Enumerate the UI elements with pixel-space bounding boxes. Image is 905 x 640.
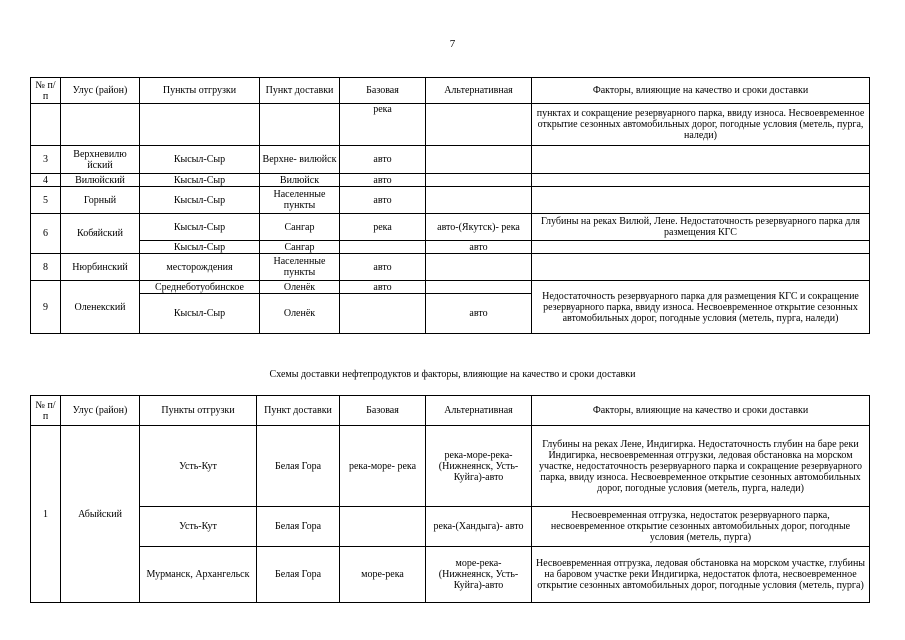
header-ulus: Улус (район)	[61, 78, 140, 104]
cell-ulus: Верхневилю йский	[61, 146, 140, 174]
table-row	[31, 547, 870, 603]
cell-dest: Белая Гора	[257, 507, 340, 547]
cell-base: авто	[340, 174, 426, 187]
header-alternative: Альтернативная	[426, 78, 532, 104]
header-ulus: Улус (район)	[61, 396, 140, 426]
cell-num: 4	[31, 174, 61, 187]
cell-alt: авто-(Якутск)- река	[426, 214, 532, 241]
table-row	[31, 214, 870, 241]
cell-factors: Несвоевременная отгрузка, недостаток резервуарного парка, несвоевременное открытие сезонных автомобильных дорог, погодные условия (метель, пурга)	[532, 507, 870, 547]
cell-dest: Оленёк	[260, 281, 340, 294]
cell-base: авто	[340, 254, 426, 281]
table-row	[31, 507, 870, 547]
table-row	[31, 281, 870, 294]
cell-alt	[426, 146, 532, 174]
cell-factors	[532, 174, 870, 187]
cell-alt: море-река- (Нижнеянск, Усть-Куйга)-авто	[426, 547, 532, 603]
cell-base: море-река	[340, 547, 426, 603]
header-delivery-point: Пункт доставки	[260, 78, 340, 104]
header-factors: Факторы, влияющие на качество и сроки доставки	[532, 396, 870, 426]
cell-dest: Населенные пункты	[260, 187, 340, 214]
cell-alt	[426, 187, 532, 214]
table-row	[31, 254, 870, 281]
cell-base: авто	[340, 281, 426, 294]
cell-points: Среднеботуобинское	[140, 281, 260, 294]
cell-ulus: Кобяйский	[61, 214, 140, 254]
cell-alt	[426, 281, 532, 294]
cell-base	[340, 241, 426, 254]
cell-num: 1	[31, 426, 61, 603]
header-factors: Факторы, влияющие на качество и сроки доставки	[532, 78, 870, 104]
cell-points: месторождения	[140, 254, 260, 281]
cell-num	[31, 104, 61, 146]
table-caption: Схемы доставки нефтепродуктов и факторы, влияющие на качество и сроки доставки	[269, 369, 636, 380]
cell-alt	[426, 254, 532, 281]
cell-points: Мурманск, Архангельск	[140, 547, 257, 603]
table-row	[31, 104, 870, 146]
cell-factors	[532, 254, 870, 281]
cell-ulus: Горный	[61, 187, 140, 214]
header-num: № п/п	[31, 396, 61, 426]
cell-dest: Верхне- вилюйск	[260, 146, 340, 174]
cell-factors: Недостаточность резервуарного парка для размещения КГС и сокращение резервуарного парка, ввиду износа. Несвоевременное открытие сезонных автомобильных дорог, погодные условия (метель, пурга, наледи)	[532, 281, 870, 334]
delivery-table	[30, 395, 870, 603]
cell-factors: Глубины на реках Вилюй, Лене. Недостаточность резервуарного парка для размещения КГС	[532, 214, 870, 241]
cell-points: Кысыл-Сыр	[140, 174, 260, 187]
cell-num: 8	[31, 254, 61, 281]
cell-dest	[260, 104, 340, 146]
cell-factors	[532, 241, 870, 254]
header-base: Базовая	[340, 78, 426, 104]
cell-dest: Сангар	[260, 214, 340, 241]
cell-points: Усть-Кут	[140, 507, 257, 547]
cell-factors: Глубины на реках Лене, Индигирка. Недостаточность глубин на баре реки Индигирка, несвоевременная отгрузки, ледовая обстановка на морском участке, недостаточность резервуарного парка и сокращение резервуарного парка, ввиду износа. Несвоевременное открытие сезонных автомобильных дорог, погодные условия (метель, пурга, наледи)	[532, 426, 870, 507]
cell-points: Кысыл-Сыр	[140, 241, 260, 254]
header-num: № п/п	[31, 78, 61, 104]
cell-alt: авто	[426, 294, 532, 334]
cell-points: Кысыл-Сыр	[140, 214, 260, 241]
table-row	[31, 241, 870, 254]
cell-ulus: Абыйский	[61, 426, 140, 603]
header-alternative: Альтернативная	[426, 396, 532, 426]
table-row	[31, 187, 870, 214]
cell-num: 5	[31, 187, 61, 214]
cell-factors: пунктах и сокращение резервуарного парка, ввиду износа. Несвоевременное открытие сезонных автомобильных дорог, погодные условия (метель, пурга, наледи)	[532, 104, 870, 146]
cell-alt: река-(Хандыга)- авто	[426, 507, 532, 547]
cell-dest: Сангар	[260, 241, 340, 254]
header-shipping-points: Пункты отгрузки	[140, 78, 260, 104]
cell-base: река	[340, 214, 426, 241]
header-base: Базовая	[340, 396, 426, 426]
table-row	[31, 146, 870, 174]
cell-alt: авто	[426, 241, 532, 254]
cell-factors	[532, 146, 870, 174]
cell-base: река	[340, 104, 426, 146]
cell-base	[340, 507, 426, 547]
cell-dest: Оленёк	[260, 294, 340, 334]
header-delivery-point: Пункт доставки	[257, 396, 340, 426]
header-shipping-points: Пункты отгрузки	[140, 396, 257, 426]
cell-factors	[532, 187, 870, 214]
cell-dest: Белая Гора	[257, 426, 340, 507]
page-number: 7	[449, 38, 456, 50]
cell-ulus: Вилюйский	[61, 174, 140, 187]
cell-base	[340, 294, 426, 334]
cell-base: авто	[340, 146, 426, 174]
cell-num: 9	[31, 281, 61, 334]
cell-dest: Вилюйск	[260, 174, 340, 187]
cell-dest: Белая Гора	[257, 547, 340, 603]
cell-points: Усть-Кут	[140, 426, 257, 507]
cell-alt	[426, 174, 532, 187]
table-row	[31, 174, 870, 187]
cell-base: река-море- река	[340, 426, 426, 507]
table-header-row	[31, 396, 870, 426]
cell-points: Кысыл-Сыр	[140, 294, 260, 334]
cell-ulus: Оленекский	[61, 281, 140, 334]
cell-points: Кысыл-Сыр	[140, 146, 260, 174]
cell-points	[140, 104, 260, 146]
cell-factors: Несвоевременная отгрузка, ледовая обстановка на морском участке, глубины на баровом участке реки Индигирка, недостаток флота, несвоевременное открытие сезонных автомобильных дорог, погодные условия (метель, пурга)	[532, 547, 870, 603]
cell-dest: Населенные пункты	[260, 254, 340, 281]
table-header-row	[31, 78, 870, 104]
delivery-table-continued	[30, 77, 870, 334]
cell-ulus	[61, 104, 140, 146]
cell-num: 3	[31, 146, 61, 174]
cell-alt: река-море-река- (Нижнеянск, Усть-Куйга)-авто	[426, 426, 532, 507]
cell-ulus: Нюрбинский	[61, 254, 140, 281]
cell-alt	[426, 104, 532, 146]
cell-points: Кысыл-Сыр	[140, 187, 260, 214]
cell-base: авто	[340, 187, 426, 214]
table-row	[31, 426, 870, 507]
cell-num: 6	[31, 214, 61, 254]
